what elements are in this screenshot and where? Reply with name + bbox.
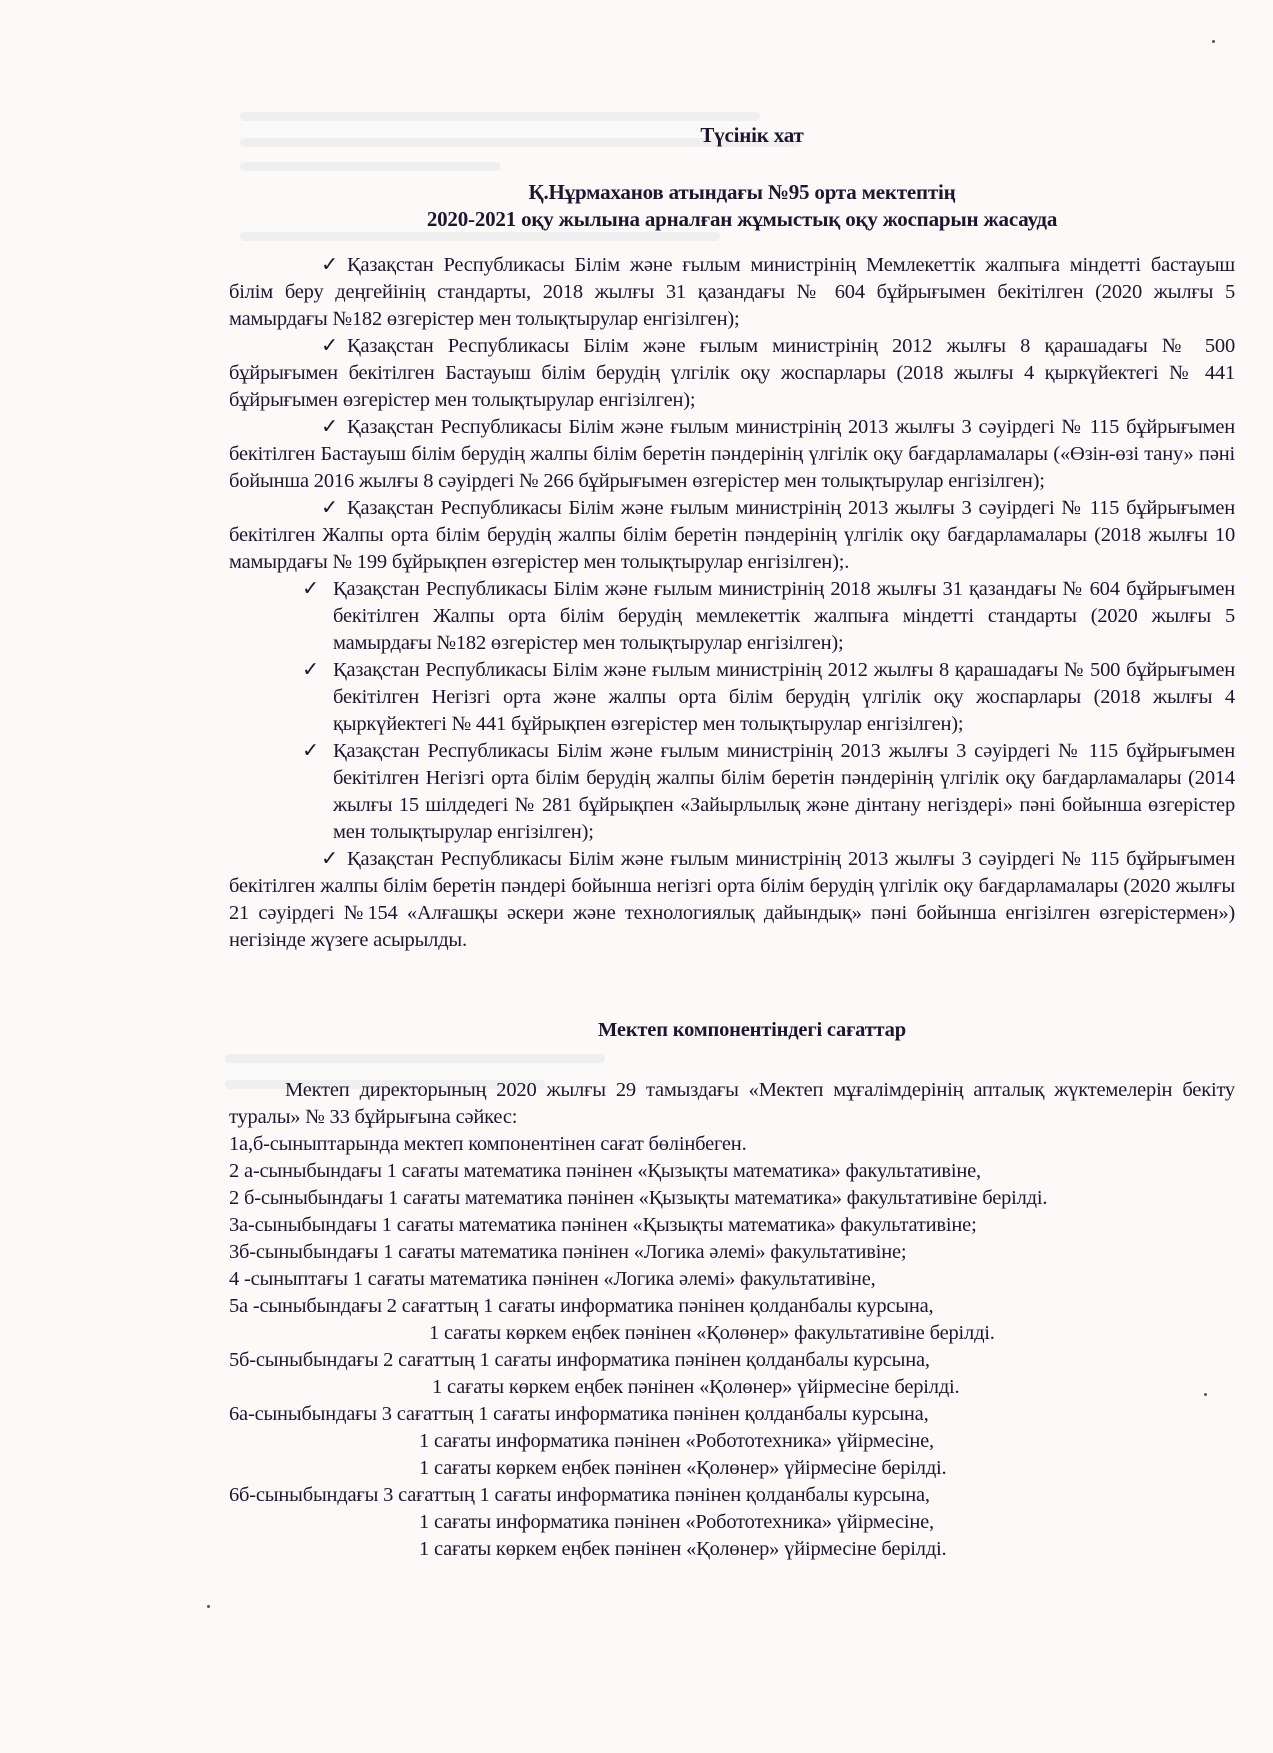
basis-item-3	[229, 414, 1235, 495]
basis-item-text: Қазақстан Республикасы Білім және ғылым министрінің 2013 жылғы 3 сәуірдегі № 115 бұйрығымен бекітілген жалпы білім беретін пәндері бойынша негізгі орта білім берудің үлгілік оқу бағдарламалары (2020 жылғы 21 сәуірдегі №154 «Алғашқы әскери және технологиялық дайындық» пәні бойынша енгізілген өзгерістермен») негізінде жүзеге асырылды.	[229, 848, 1235, 951]
basis-item-text: Қазақстан Республикасы Білім және ғылым министрінің 2013 жылғы 3 сәуірдегі № 115 бұйрығымен бекітілген Негізгі орта білім берудің жалпы білім беретін пәндерінің үлгілік оқу бағдарламалары (2014 жылғы 15 шілдедегі № 281 бұйрықпен «Зайырлылық және дінтану негіздері» пәні бойынша өзгерістер мен толықтырулар енгізілген);	[333, 740, 1235, 843]
check-icon: ✓	[302, 578, 319, 600]
basis-item-2	[229, 333, 1235, 414]
basis-item-6	[302, 657, 1235, 738]
scan-speck	[207, 1605, 210, 1608]
bleed-through-mark	[240, 112, 760, 121]
basis-item-text: Қазақстан Республикасы Білім және ғылым министрінің 2018 жылғы 31 қазандағы № 604 бұйрығымен бекітілген Жалпы орта білім берудің мемлекеттік жалпыға міндетті стандарты (2020 жылғы 5 мамырдағы №182 өзгерістер мен толықтырулар енгізілген);	[333, 578, 1235, 654]
hours-line: 1а,б-сыныптарында мектеп компонентінен сағат бөлінбеген.	[229, 1133, 747, 1155]
check-icon: ✓	[321, 848, 338, 870]
basis-item-text: Қазақстан Республикасы Білім және ғылым министрінің 2013 жылғы 3 сәуірдегі № 115 бұйрығымен бекітілген Бастауыш білім берудің жалпы білім беретін пәндерінің үлгілік оқу бағдарламалары («Өзін-өзі тану» пәні бойынша 2016 жылғы 8 сәуірдегі № 266 бұйрығымен өзгерістер мен толықтырулар енгізілген);	[229, 416, 1235, 492]
document-title: Түсінік хат	[700, 123, 804, 147]
hours-line: 5а -сыныбындағы 2 сағаттың 1 сағаты информатика пәнінен қолданбалы курсына,	[229, 1295, 934, 1317]
check-icon: ✓	[321, 416, 338, 438]
hours-line: 4 -сыныптағы 1 сағаты математика пәнінен «Логика әлемі» факультативіне,	[229, 1268, 876, 1290]
hours-line: 3б-сыныбындағы 1 сағаты математика пәнінен «Логика әлемі» факультативіне;	[229, 1241, 907, 1263]
hours-line: 5б-сыныбындағы 2 сағаттың 1 сағаты информатика пәнінен қолданбалы курсына,	[229, 1349, 930, 1371]
check-icon: ✓	[321, 497, 338, 519]
hours-line: 6б-сыныбындағы 3 сағаттың 1 сағаты информатика пәнінен қолданбалы курсына,	[229, 1484, 930, 1506]
basis-item-4	[229, 495, 1235, 576]
hours-line: 6а-сыныбындағы 3 сағаттың 1 сағаты информатика пәнінен қолданбалы курсына,	[229, 1403, 929, 1425]
section-title: Мектеп компонентіндегі сағаттар	[598, 1019, 906, 1041]
basis-item-text: Қазақстан Республикасы Білім және ғылым министрінің 2012 жылғы 8 қарашадағы № 500 бұйрығымен бекітілген Негізгі орта және жалпы орта білім берудің үлгілік оқу жоспарлары (2018 жылғы 4 қыркүйектегі № 441 бұйрықпен өзгерістер мен толықтырулар енгізілген);	[333, 659, 1235, 735]
hours-line-continuation: 1 сағаты информатика пәнінен «Робототехника» үйірмесіне,	[419, 1430, 934, 1452]
basis-item-8	[229, 846, 1235, 954]
basis-item-1	[229, 252, 1235, 333]
basis-item-7	[302, 738, 1235, 846]
hours-line-continuation: 1 сағаты көркем еңбек пәнінен «Қолөнер» үйірмесіне берілді.	[419, 1457, 947, 1479]
hours-line: 2 б-сыныбындағы 1 сағаты математика пәнінен «Қызықты математика» факультативіне берілді.	[229, 1187, 1048, 1209]
check-icon: ✓	[321, 335, 338, 357]
check-icon: ✓	[302, 659, 319, 681]
intro-paragraph: Мектеп директорының 2020 жылғы 29 тамыздағы «Мектеп мұғалімдерінің апталық жүктемелерін бекіту туралы» № 33 бұйрығына сәйкес:	[229, 1079, 1235, 1128]
basis-list-indented	[302, 576, 1235, 846]
hours-line-continuation: 1 сағаты информатика пәнінен «Робототехника» үйірмесіне,	[419, 1511, 934, 1533]
document-subtitle-line1: Қ.Нұрмаханов атындағы №95 орта мектептің	[528, 180, 956, 204]
hours-line: 3а-сыныбындағы 1 сағаты математика пәнінен «Қызықты математика» факультативіне;	[229, 1214, 977, 1236]
check-icon: ✓	[321, 254, 338, 276]
document-body	[229, 122, 1235, 1563]
basis-item-text: Қазақстан Республикасы Білім және ғылым министрінің 2013 жылғы 3 сәуірдегі № 115 бұйрығымен бекітілген Жалпы орта білім берудің жалпы білім беретін пәндерінің үлгілік оқу бағдарламалары (2018 жылғы 10 мамырдағы № 199 бұйрықпен өзгерістер мен толықтырулар енгізілген);.	[229, 497, 1235, 573]
basis-item-5	[302, 576, 1235, 657]
basis-item-text: Қазақстан Республикасы Білім және ғылым министрінің Мемлекеттік жалпыға міндетті бастауыш білім беру деңгейінің стандарты, 2018 жылғы 31 қазандағы № 604 бұйрығымен бекітілген (2020 жылғы 5 мамырдағы №182 өзгерістер мен толықтырулар енгізілген);	[229, 254, 1235, 330]
hours-line-continuation: 1 сағаты көркем еңбек пәнінен «Қолөнер» үйірмесіне берілді.	[419, 1538, 947, 1560]
hours-line-continuation: 1 сағаты көркем еңбек пәнінен «Қолөнер» факультативіне берілді.	[429, 1322, 995, 1344]
hours-line: 2 а-сыныбындағы 1 сағаты математика пәнінен «Қызықты математика» факультативіне,	[229, 1160, 981, 1182]
basis-item-text: Қазақстан Республикасы Білім және ғылым министрінің 2012 жылғы 8 қарашадағы № 500 бұйрығымен бекітілген Бастауыш білім берудің үлгілік оқу жоспарлары (2018 жылғы 4 қыркүйектегі № 441 бұйрығымен өзгерістер мен толықтырулар енгізілген);	[229, 335, 1235, 411]
hours-list	[229, 1131, 1235, 1563]
check-icon: ✓	[302, 740, 319, 762]
scan-speck	[1212, 40, 1215, 43]
hours-line-continuation: 1 сағаты көркем еңбек пәнінен «Қолөнер» үйірмесіне берілді.	[432, 1376, 960, 1398]
document-subtitle-line2: 2020-2021 оқу жылына арналған жұмыстық оқу жоспарын жасауда	[426, 207, 1058, 231]
